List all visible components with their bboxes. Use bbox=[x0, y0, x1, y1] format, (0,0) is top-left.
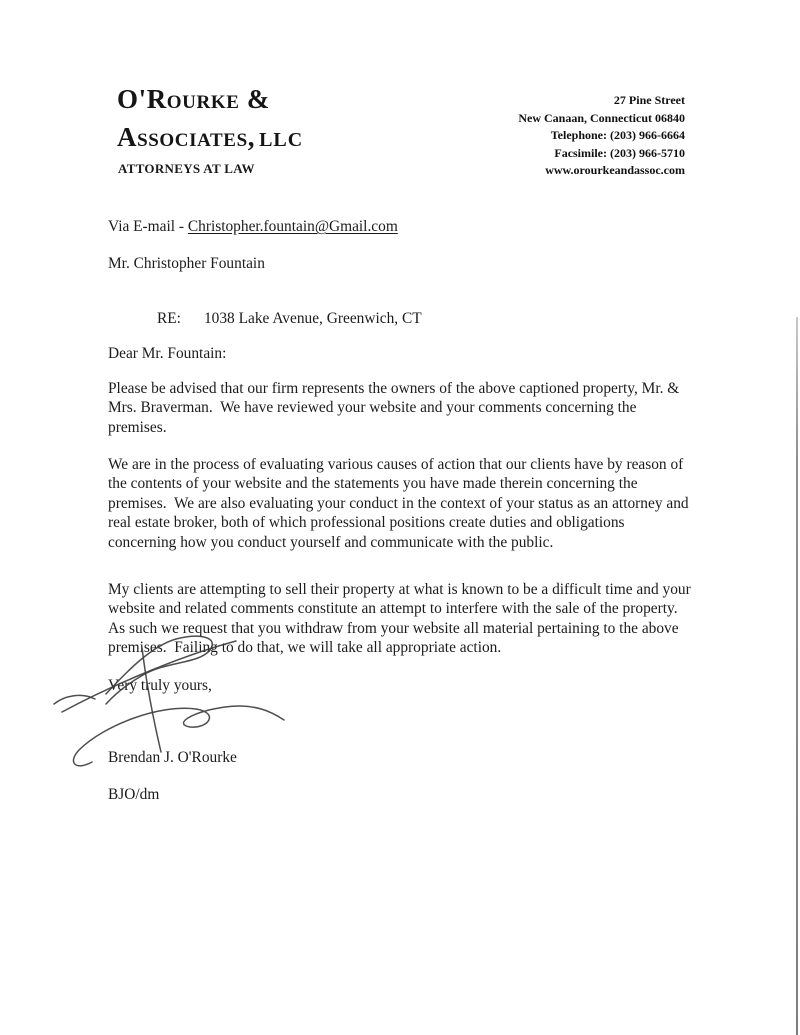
recipient-email-link[interactable]: Christopher.fountain@Gmail.com bbox=[187, 218, 398, 235]
attorneys-at-law-tagline: ATTORNEYS AT LAW bbox=[118, 161, 255, 176]
delivery-method-label: Via E-mail - bbox=[108, 218, 188, 235]
signature-stroke bbox=[54, 695, 95, 704]
signer-name: Brendan J. O'Rourke bbox=[108, 749, 237, 766]
re-line bbox=[108, 309, 422, 328]
body-paragraph-1: Please be advised that our firm represents the owners of the above captioned property, Mr. & Mrs. Braverman. We have reviewed your website and your comments concerning the premises. bbox=[108, 380, 684, 436]
recipient-name: Mr. Christopher Fountain bbox=[108, 255, 265, 272]
scan-edge-line bbox=[796, 317, 798, 1035]
delivery-method-line bbox=[108, 217, 398, 236]
firm-name-line2 bbox=[117, 122, 303, 153]
body-paragraph-3: My clients are attempting to sell their property at what is known to be a difficult time and your website and related comments constitute an attempt to interfere with the sale of the property. As such we request that you withdraw from your website all material pertaining to the above premises. Failing to do that, we will take all appropriate action. bbox=[108, 581, 695, 657]
salutation: Dear Mr. Fountain: bbox=[108, 345, 227, 362]
firm-name-llc-suffix: LLC bbox=[259, 129, 304, 151]
contact-website: www.orourkeandassoc.com bbox=[545, 163, 685, 177]
re-subject: 1038 Lake Avenue, Greenwich, CT bbox=[203, 310, 422, 327]
body-paragraph-2: We are in the process of evaluating various causes of action that our clients have by reason of the contents of your website and the statements you have made therein concerning the premises. We are also evaluating your conduct in the context of your status as an attorney and real estate broker, both of which professional positions create duties and obligations concerning how you conduct yourself and communicate with the public. bbox=[108, 456, 693, 551]
re-label: RE: bbox=[157, 310, 181, 327]
reference-initials: BJO/dm bbox=[108, 786, 160, 803]
contact-city: New Canaan, Connecticut 06840 bbox=[518, 110, 685, 125]
complimentary-closing: Very truly yours, bbox=[108, 677, 212, 694]
signature-stroke bbox=[142, 648, 161, 752]
firm-name-line2-main: Associates, bbox=[117, 122, 256, 152]
letterhead-contact-block bbox=[518, 92, 685, 180]
contact-street: 27 Pine Street bbox=[613, 93, 685, 107]
contact-telephone: Telephone: (203) 966-6664 bbox=[550, 128, 685, 142]
firm-name-line1: O'Rourke & bbox=[117, 84, 270, 114]
contact-facsimile: Facsimile: (203) 966-5710 bbox=[554, 145, 685, 160]
